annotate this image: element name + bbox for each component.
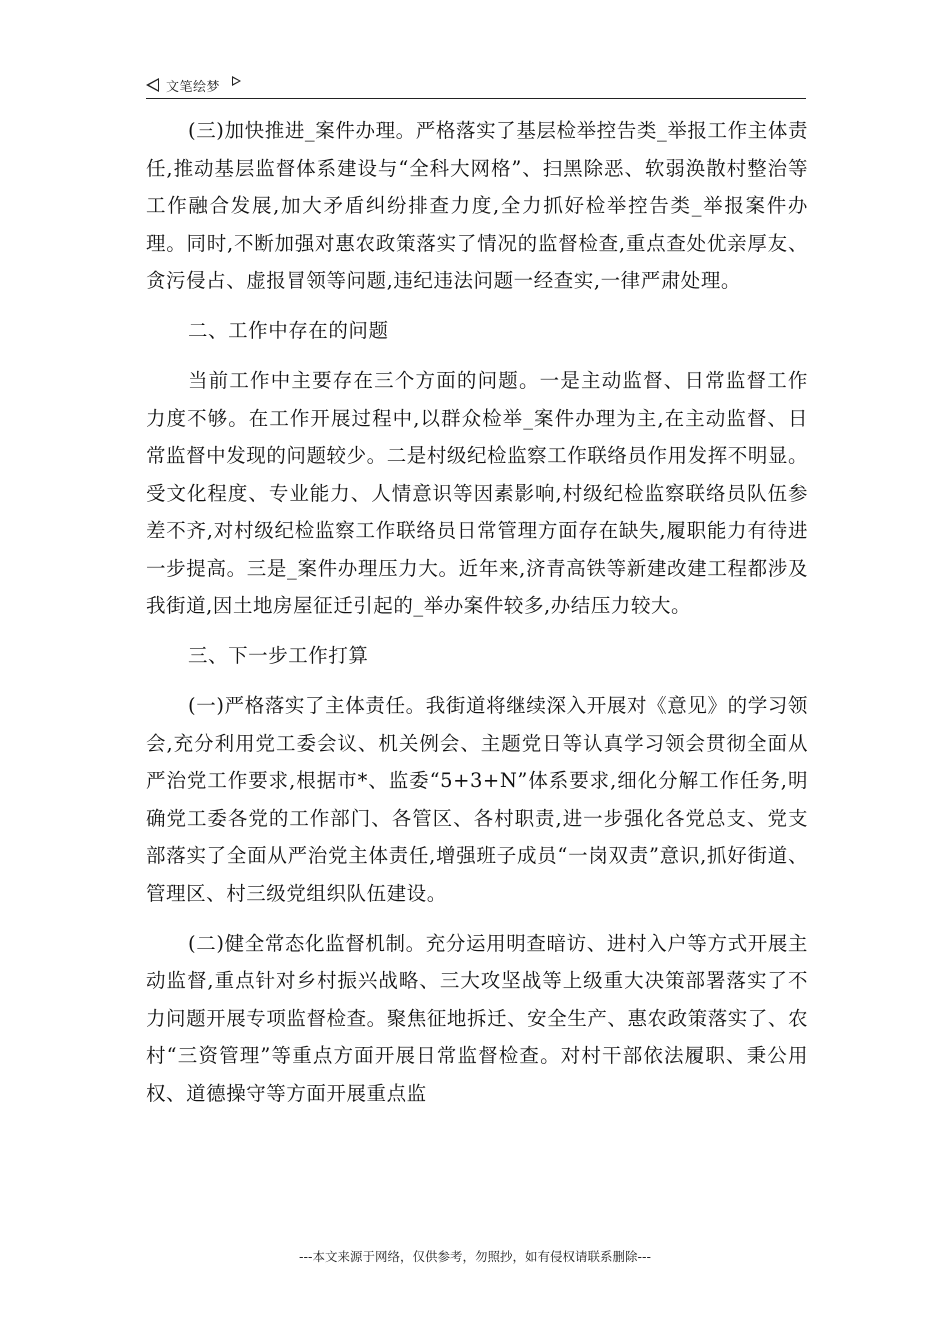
paragraph-problems: 当前工作中主要存在三个方面的问题。一是主动监督、日常监督工作力度不够。在工作开展过程中,以群众检举_案件办理为主,在主动监督、日常监督中发现的问题较少。二是村级纪检监察工作联络员作用发挥不明显。受文化程度、专业能力、人情意识等因素影响,村级纪检监察联络员队伍参差不齐,对村级纪检监察工作联络员日常管理方面存在缺失,履职能力有待进一步提高。三是_案件办理压力大。近年来,济青高铁等新建改建工程都涉及我街道,因土地房屋征迁引起的_举办案件较多,办结压力较大。: [146, 369, 808, 617]
section-heading-problems: 二、工作中存在的问题: [188, 319, 389, 342]
document-body: [146, 112, 808, 1125]
paragraph-case-handling: (三)加快推进_案件办理。严格落实了基层检举控告类_举报工作主体责任,推动基层监督体系建设与“全科大网格”、扫黑除恶、软弱涣散村整治等工作融合发展,加大矛盾纠纷排查力度,全力抓好检举控告类_举报案件办理。同时,不断加强对惠农政策落实了情况的监督检查,重点查处优亲厚友、贪污侵占、虚报冒领等问题,违纪违法问题一经查实,一律严肃处理。: [146, 119, 808, 292]
header-brand: 文笔绘梦: [166, 80, 221, 95]
triangle-right-icon: [232, 76, 241, 86]
triangle-left-icon: [146, 78, 159, 92]
paragraph-responsibility: (一)严格落实了主体责任。我街道将继续深入开展对《意见》的学习领会,充分利用党工委会议、机关例会、主题党日等认真学习领会贯彻全面从严治党工作要求,根据市*、监委“5+3+N”体系要求,细化分解工作任务,明确党工委各党的工作部门、各管区、各村职责,进一步强化各党总支、党支部落实了全面从严治党主体责任,增强班子成员“一岗双责”意识,抓好街道、管理区、村三级党组织队伍建设。: [146, 694, 808, 905]
section-heading-next-steps: 三、下一步工作打算: [188, 644, 369, 667]
footer-disclaimer: ---本文来源于网络，仅供参考，勿照抄，如有侵权请联系删除---: [298, 1249, 652, 1264]
page-header: [146, 74, 806, 99]
paragraph-supervision: (二)健全常态化监督机制。充分运用明查暗访、进村入户等方式开展主动监督,重点针对乡村振兴战略、三大攻坚战等上级重大决策部署落实了不力问题开展专项监督检查。聚焦征地拆迁、安全生产、惠农政策落实了、农村“三资管理”等重点方面开展日常监督检查。对村干部依法履职、秉公用权、道德操守等方面开展重点监: [146, 931, 808, 1105]
